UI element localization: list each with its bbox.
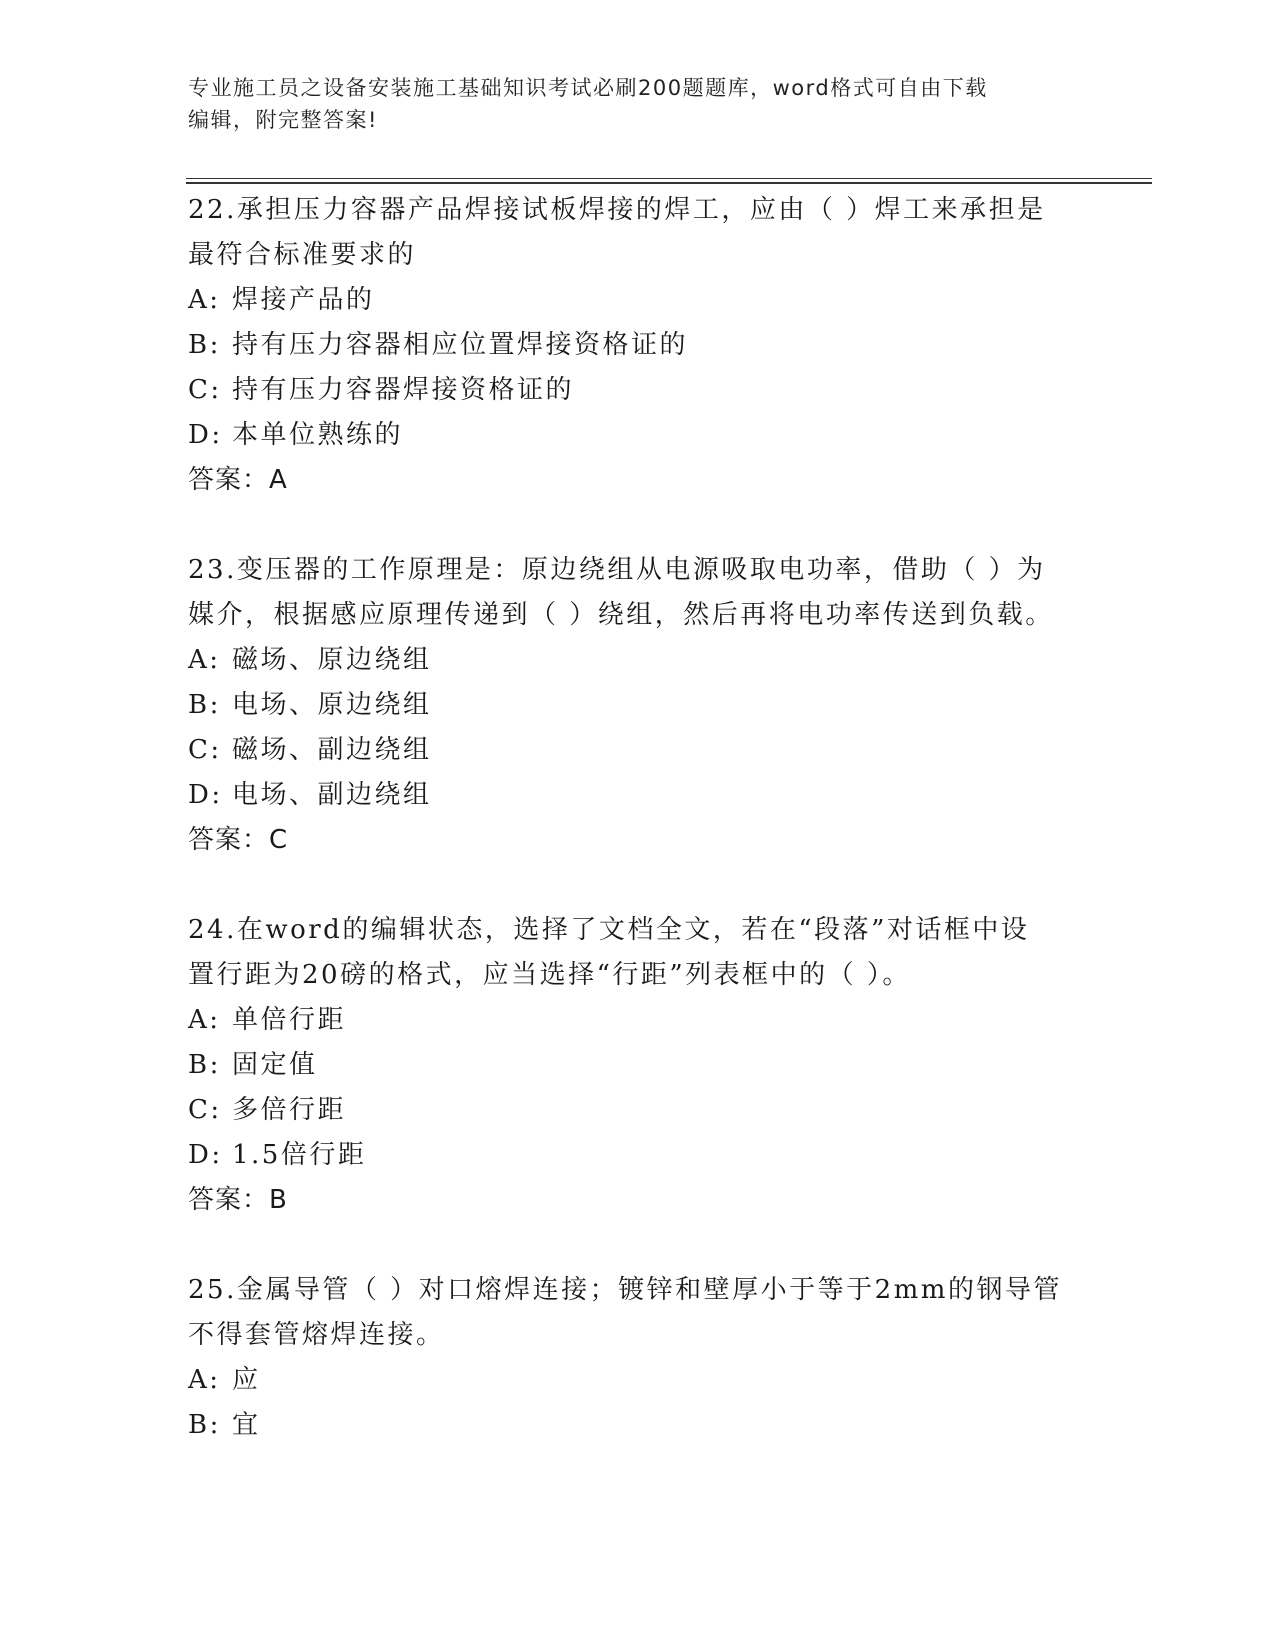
header-rule-thin (186, 178, 1152, 179)
option-letter: A: (188, 645, 221, 675)
question-text-line: 22.承担压力容器产品焊接试板焊接的焊工，应由（ ）焊工来承担是 (188, 195, 1046, 225)
question-text (188, 188, 1068, 278)
option-text: 持有压力容器焊接资格证的 (232, 375, 575, 405)
option-letter: B: (188, 330, 221, 360)
question-text-line: 不得套管熔焊连接。 (188, 1320, 445, 1350)
option-letter: B: (188, 1410, 221, 1440)
option-text: 电场、副边绕组 (232, 780, 432, 810)
question-text-line: 25.金属导管（ ）对口熔焊连接；镀锌和壁厚小于等于2mm的钢导管 (188, 1275, 1062, 1305)
option-text: 多倍行距 (232, 1095, 347, 1125)
option-b (188, 323, 1068, 368)
document-header (188, 72, 1088, 136)
option-text: 磁场、副边绕组 (232, 735, 432, 765)
header-line-2: 编辑，附完整答案! (188, 108, 378, 132)
option-text: 1.5倍行距 (232, 1140, 367, 1170)
option-letter: A: (188, 1005, 221, 1035)
option-text: 磁场、原边绕组 (232, 645, 432, 675)
question-list (188, 188, 1068, 1493)
option-a (188, 278, 1068, 323)
answer: 答案：C (188, 825, 289, 855)
option-text: 焊接产品的 (232, 285, 375, 315)
option-b (188, 1043, 1068, 1088)
option-letter: D: (188, 1140, 223, 1170)
option-text: 电场、原边绕组 (232, 690, 432, 720)
option-letter: A: (188, 285, 221, 315)
question-22 (188, 188, 1068, 503)
question-text (188, 908, 1068, 998)
option-letter: D: (188, 780, 223, 810)
option-text: 宜 (232, 1410, 261, 1440)
option-d (188, 773, 1068, 818)
question-text (188, 1268, 1068, 1358)
option-a (188, 1358, 1068, 1403)
option-c (188, 1088, 1068, 1133)
answer: 答案：B (188, 1185, 288, 1215)
option-d (188, 413, 1068, 458)
option-d (188, 1133, 1068, 1178)
header-line-1: 专业施工员之设备安装施工基础知识考试必刷200题题库，word格式可自由下载 (188, 76, 988, 100)
option-c (188, 368, 1068, 413)
option-b (188, 1403, 1068, 1448)
option-letter: B: (188, 1050, 221, 1080)
answer: 答案：A (188, 465, 288, 495)
option-text: 持有压力容器相应位置焊接资格证的 (232, 330, 689, 360)
question-text-line: 24.在word的编辑状态，选择了文档全文，若在“段落”对话框中设 (188, 915, 1030, 945)
question-text-line: 媒介，根据感应原理传递到（ ）绕组，然后再将电功率传送到负载。 (188, 600, 1054, 630)
header-rule-thick (186, 182, 1152, 184)
question-text-line: 置行距为20磅的格式，应当选择“行距”列表框中的（ ）。 (188, 960, 911, 990)
question-24 (188, 908, 1068, 1223)
question-text-line: 最符合标准要求的 (188, 240, 417, 270)
question-text (188, 548, 1068, 638)
option-text: 单倍行距 (232, 1005, 347, 1035)
option-b (188, 683, 1068, 728)
option-letter: B: (188, 690, 221, 720)
question-25 (188, 1268, 1068, 1448)
question-text-line: 23.变压器的工作原理是：原边绕组从电源吸取电功率，借助（ ）为 (188, 555, 1046, 585)
option-a (188, 998, 1068, 1043)
question-23 (188, 548, 1068, 863)
option-letter: A: (188, 1365, 221, 1395)
option-c (188, 728, 1068, 773)
option-text: 应 (232, 1365, 261, 1395)
option-letter: C: (188, 735, 222, 765)
option-text: 本单位熟练的 (232, 420, 404, 450)
option-text: 固定值 (232, 1050, 318, 1080)
option-letter: C: (188, 1095, 222, 1125)
option-letter: C: (188, 375, 222, 405)
option-a (188, 638, 1068, 683)
option-letter: D: (188, 420, 223, 450)
